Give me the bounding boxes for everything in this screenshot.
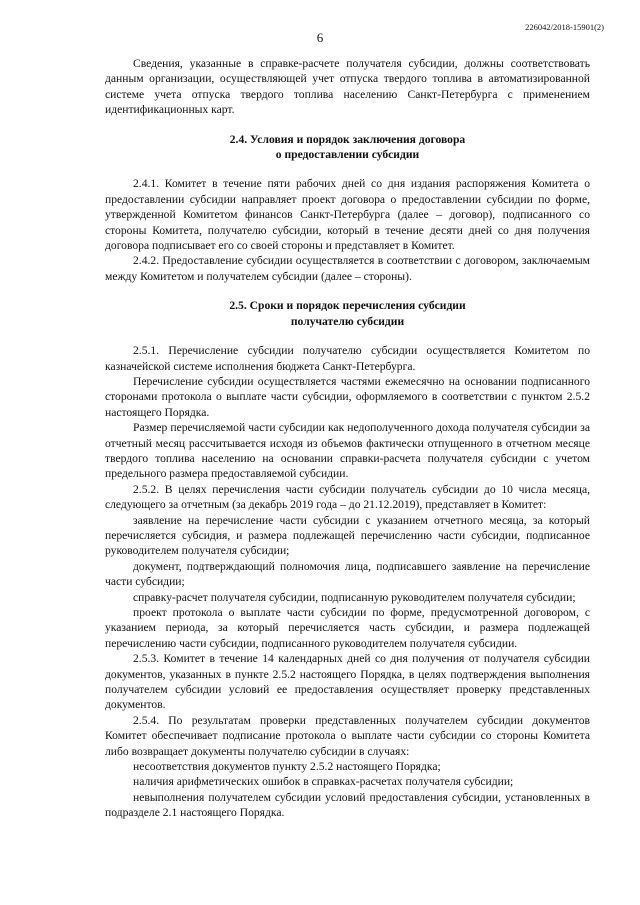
page-number: 6	[316, 30, 324, 45]
list-item: заявление на перечисление части субсидии с указанием отчетного месяца, за который перечисляется субсидия, и размера подлежащей перечислению части субсидии, подписанное руководителем получателя субсидии;	[105, 513, 590, 558]
paragraph: Размер перечисляемой части субсидии как недополученного дохода получателя субсидии за отчетный месяц рассчитывается исходя из объемов фактически отпущенного в отчетном месяце твердого топлива населению на основании справки-расчета получателя субсидии с учетом предельного размера предоставляемой субсидии.	[105, 421, 590, 481]
section-2-5-heading	[105, 298, 590, 329]
document-code: 226042/2018-15901(2)	[525, 22, 604, 32]
document-body	[105, 56, 590, 821]
section-2-5-title-line1: 2.5. Сроки и порядок перечисления субсидии	[229, 299, 466, 313]
list-item: невыполнения получателем субсидии условий предоставления субсидии, установленных в подразделе 2.1 настоящего Порядка.	[105, 790, 590, 820]
paragraph-2-5-3: 2.5.3. Комитет в течение 14 календарных дней со дня получения от получателя субсидии документов, указанных в пункте 2.5.2 настоящего Порядка, в целях подтверждения выполнения получателем субсидии условий ее предоставления осуществляет проверку представленных документов.	[105, 652, 590, 712]
list-item: наличия арифметических ошибок в справках-расчетах получателя субсидии;	[133, 775, 514, 789]
paragraph-2-5-1: 2.5.1. Перечисление субсидии получателю субсидии осуществляется Комитетом по казначейской системе исполнения бюджета Санкт-Петербурга.	[105, 344, 590, 373]
paragraph-2-4-1: 2.4.1. Комитет в течение пяти рабочих дней со дня издания распоряжения Комитета о предоставлении субсидии направляет проект договора о предоставлении субсидии по форме, утвержденной Комитетом финансов Санкт-Петербурга (далее – договор), подписанного со стороны Комитета, получателю субсидии, который в течение десяти дней со дня получения договора подписывает его со своей стороны и представляет в Комитет.	[105, 177, 590, 253]
section-2-4-title-line1: 2.4. Условия и порядок заключения договора	[229, 132, 466, 146]
list-item: проект протокола о выплате части субсидии по форме, предусмотренной договором, с указанием периода, за который перечисляется часть субсидии, и размера подлежащей перечислению части субсидии, подписанного руководителем получателя субсидии.	[105, 606, 590, 650]
list-item: несоответствия документов пункту 2.5.2 настоящего Порядка;	[133, 760, 441, 774]
paragraph-2-5-4: 2.5.4. По результатам проверки представленных получателем субсидии документов Комитет обеспечивает подписание протокола о выплате части субсидии со стороны Комитета либо возвращает документы получателю субсидии в случаях:	[105, 713, 590, 758]
paragraph-2-5-2: 2.5.2. В целях перечисления части субсидии получатель субсидии до 10 числа месяца, следующего за отчетным (за декабрь 2019 года – до 21.12.2019), представляет в Комитет:	[105, 482, 590, 512]
intro-paragraph: Сведения, указанные в справке-расчете получателя субсидии, должны соответствовать данным организации, осуществляющей учет отпуска твердого топлива в автоматизированной системе учета отпуска твердого топлива населению Санкт-Петербурга с применением идентификационных карт.	[105, 57, 590, 117]
paragraph: Перечисление субсидии осуществляется частями ежемесячно на основании подписанного сторонами протокола о выплате части субсидии, оформляемого в соответствии с пунктом 2.5.2 настоящего Порядка.	[105, 374, 590, 419]
section-2-4-heading	[105, 132, 590, 163]
list-item: справку-расчет получателя субсидии, подписанную руководителем получателя субсидии;	[133, 590, 576, 604]
paragraph-2-4-2: 2.4.2. Предоставление субсидии осуществляется в соответствии с договором, заключаемым между Комитетом и получателем субсидии (далее – стороны).	[105, 254, 590, 283]
list-item: документ, подтверждающий полномочия лица, подписавшего заявление на перечисление части субсидии;	[105, 559, 590, 589]
section-2-5-title-line2: получателю субсидии	[290, 314, 405, 328]
section-2-4-title-line2: о предоставлении субсидии	[275, 148, 420, 162]
